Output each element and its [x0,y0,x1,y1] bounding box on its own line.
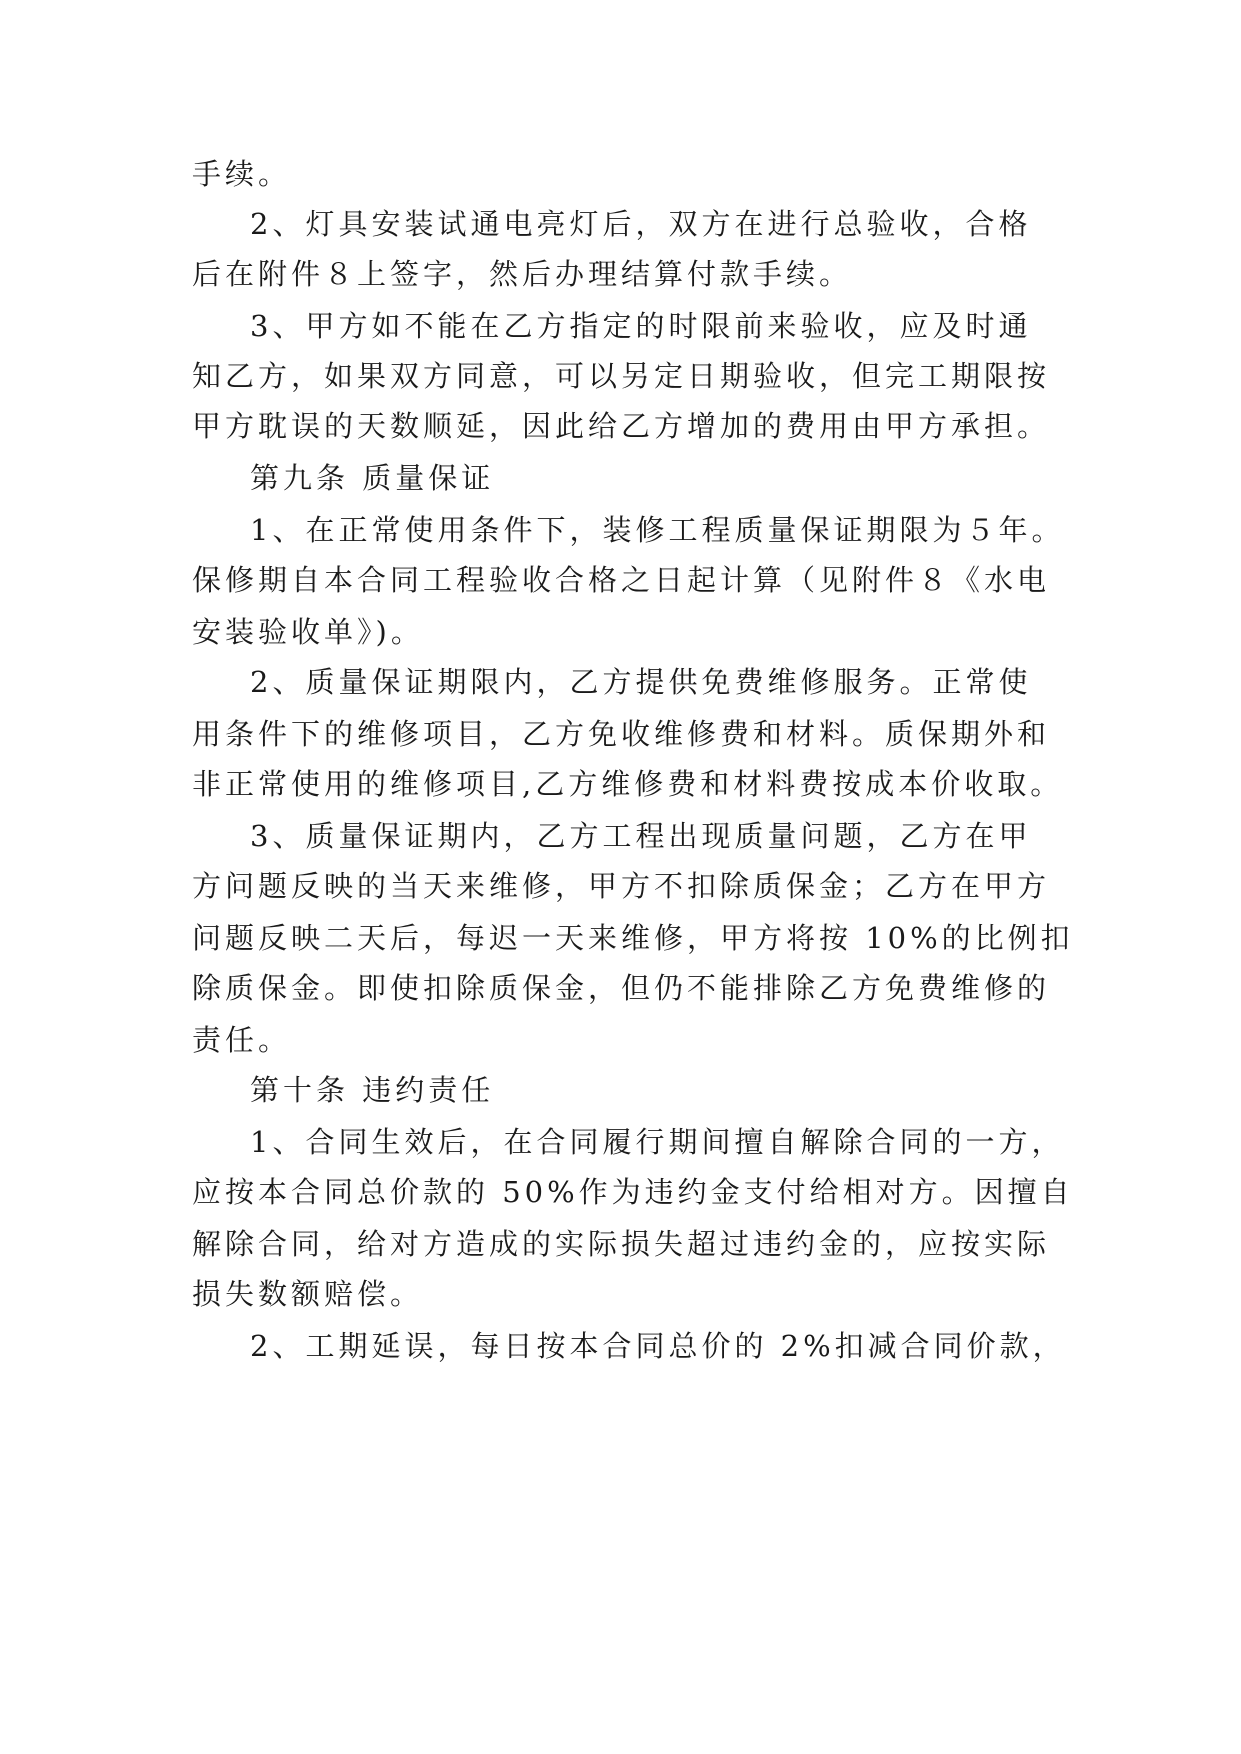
section-heading: 第十条 违约责任 [250,1073,495,1107]
paragraph-line: 用条件下的维修项目，乙方免收维修费和材料。质保期外和 [192,717,1051,751]
paragraph-line: 应按本合同总价款的 50%作为违约金支付给相对方。因擅自 [192,1175,1074,1209]
paragraph-line: 保修期自本合同工程验收合格之日起计算（见附件８《水电 [192,563,1051,597]
paragraph-line: 手续。 [192,157,292,191]
paragraph-line: 3、质量保证期内，乙方工程出现质量问题，乙方在甲 [250,819,1032,853]
paragraph-line: 1、合同生效后，在合同履行期间擅自解除合同的一方， [250,1125,1065,1159]
paragraph-line: 安装验收单》)。 [192,615,424,649]
paragraph-line: 2、质量保证期限内，乙方提供免费维修服务。正常使 [250,665,1032,699]
paragraph-line: 非正常使用的维修项目,乙方维修费和材料费按成本价收取。 [192,767,1064,801]
paragraph-line: 责任。 [192,1023,292,1057]
paragraph-line: 3、甲方如不能在乙方指定的时限前来验收，应及时通 [250,309,1032,343]
paragraph-line: 1、在正常使用条件下，装修工程质量保证期限为５年。 [250,513,1065,547]
section-heading: 第九条 质量保证 [250,461,495,495]
paragraph-line: 后在附件８上签字，然后办理结算付款手续。 [192,257,853,291]
paragraph-line: 2、灯具安装试通电亮灯后，双方在进行总验收，合格 [250,207,1032,241]
paragraph-line: 问题反映二天后，每迟一天来维修，甲方将按 10%的比例扣 [192,921,1074,955]
paragraph-line: 损失数额赔偿。 [192,1277,424,1311]
paragraph-line: 知乙方，如果双方同意，可以另定日期验收，但完工期限按 [192,359,1051,393]
paragraph-line: 除质保金。即使扣除质保金，但仍不能排除乙方免费维修的 [192,971,1051,1005]
paragraph-line: 方问题反映的当天来维修，甲方不扣除质保金；乙方在甲方 [192,869,1051,903]
paragraph-line: 2、工期延误，每日按本合同总价的 2%扣减合同价款， [250,1329,1066,1363]
paragraph-line: 解除合同，给对方造成的实际损失超过违约金的，应按实际 [192,1227,1051,1261]
paragraph-line: 甲方耽误的天数顺延，因此给乙方增加的费用由甲方承担。 [192,409,1051,443]
